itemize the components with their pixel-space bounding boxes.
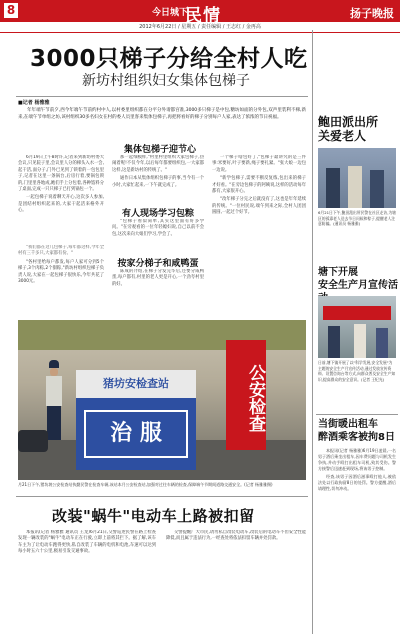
sign-main: 治 服	[84, 410, 188, 458]
sidebar-photo-2	[318, 296, 396, 358]
main-subhead: 新坊村组织妇女集体包梯子	[82, 73, 250, 89]
photo-caption: 月21日下午,猪坊坡公安检查站执勤民警在检查车辆,该站本月公安检查站,加强对过往车辆的检查,保障端午节期间道路交通安全。(记者 杨雅雅摄)	[18, 482, 273, 487]
second-story-column-1	[18, 530, 156, 634]
masthead-bar	[0, 0, 400, 26]
paragraph: 交警提醒广大市民,请勿私自改装电动车,改装后的电动车不但安全性能降低,而且属于违法行为,一经查处将依法扣留车辆并处罚款。	[166, 530, 306, 542]
sidebar-title-3: 当街暖出租车 醉酒乘客被拘8日	[318, 419, 395, 443]
paragraph: 本报讯(记者 杨雅雅)6月19日凌晨,一名男子酒后乘坐出租车,因车费问题与司机发生争执,并动手殴打出租车司机,致其受伤。警方接警后迅速赶到现场,将该男子控制。	[318, 448, 396, 471]
car	[18, 430, 48, 452]
police-officer	[46, 360, 62, 440]
second-headline: 改装"蜗牛"电动车上路被扣留	[52, 507, 255, 525]
vertical-red-sign: 公安检查	[226, 340, 266, 450]
sidebar-title-2: 塘下开展 安全生产月宣传活	[318, 267, 398, 291]
section-label-small: 今日城下	[152, 8, 189, 18]
checkpoint-photo	[18, 320, 306, 480]
paragraph: 通作日本从集体组织包梯子的事,当今有一个小时,大家忙起来,一下午就完成了。	[112, 176, 204, 188]
paragraph: "新学包梯子,需要不断反复练,包出来的梯子才好看。"在旁边包梯子的阿姨说,这样的活动每年都有,大家很开心。	[212, 176, 306, 195]
paragraph: "改年梯子分完之后就没有了,这也是年年延续的传统。"一位村民说,端午到来之际,全村人团团圆圆,一起过个好节。	[212, 197, 306, 216]
paragraph: "各村里给每户都发,每户人家可分到5个梯子,3个肉粽,2个甜粽,"新坊村组织包梯子负责人说,大家在一起包梯子很快乐,今年共花了3000元。	[18, 259, 104, 285]
page-number: 8	[4, 3, 18, 18]
paragraph: 经查,该男子因酒后滋事殴打他人,被依法处以行政拘留8日的处罚。警方提醒,酒后请理性,切勿冲动。	[318, 474, 396, 491]
divider	[16, 96, 308, 97]
paragraph: "包梯子看似简单,其实这里面有好多学问。"在旁观看的一位年轻媳妇说,自己以前不会包,这次来向大娘们学习,学会了。	[112, 219, 204, 237]
subheading-1: 集体包梯子迎节心	[123, 145, 196, 155]
newspaper-logo: 扬子晚报	[350, 7, 394, 20]
checkpoint-sign-board	[76, 370, 196, 470]
paragraph: 一起包梯子说着聊天开心,这次多人参加,是团结村组织起来的,大家干起活来格外开心。	[18, 195, 104, 214]
story-column-1b	[18, 245, 104, 317]
story-column-2c	[112, 269, 204, 317]
sign-small: 猪坊安检查站	[76, 370, 196, 398]
story-column-1	[18, 155, 104, 242]
paragraph: "我们都在这儿包梯子,每年都这样,今年全村有三千多只,大家都有份。"	[18, 245, 104, 257]
main-headline: 3000只梯子分给全村人吃	[30, 46, 308, 72]
lead-paragraph: 年年端午节前夕,西今年端午节前约村中人,以村委里组织都在分平分外请都宫准,3000多只梯子是中包,糖坊如面的分外包,双声里装利不梯,新来,在端午节单组之坊,该村组织30多名妇女在村的委人员里客来集体包梯子,再把将看好的梯子分别每户人家,表达了浓浓的节日祝福。	[18, 108, 306, 120]
subheading-3: 按家分梯子和咸鸭蛋	[117, 259, 199, 269]
story-column-2	[112, 155, 204, 203]
second-story-column-2	[166, 530, 306, 634]
sidebar-photo-1	[318, 148, 396, 208]
paragraph: 6月19日上午8时许,记者来到新坊村委大会议,只见院子里,会议里人分的梯头入水一会,起干活,面分子,门外已见到了锁着的一包包里子,记者在这里一条锅台,后房行着,要锅包锁的,门里里各地成,她们手上分包着,各种馅料分了桌面,完成一只只梯子已打到锅包一个。	[18, 155, 104, 193]
sidebar-caption-2: 日前,塘下镇开展了以"科学发展,安全发展"为主题的安全生产月宣传活动,通过发放宣传资料、设置咨询台等方式,向群众普及安全生产知识,提高群众的安全意识。(记者 王纪光)	[318, 360, 396, 382]
byline: ■记者 杨雅雅	[18, 100, 50, 106]
section-label: 民情	[185, 6, 221, 26]
paragraph: 一个梯子啥包好了,"包梯子最讲究的是三件事:米要好,叶子要新,绳子要扎紧。"张大娘一边包一边说。	[212, 155, 306, 173]
paragraph: 本报讯(记者 杨雅雅 通讯员 王龙)6月21日,交警巡逻民警在路上检查发现一辆改装的"蜗牛"电动车正在行驶,立即上前将其拦下。据了解,该车车主为了让电动车跑得更快,私自改装了车辆的电机和电池,车速可以达到每小时五六十公里,极易引发交通事故。	[18, 530, 156, 555]
story-column-2b	[112, 219, 204, 255]
paragraph: 那一起细模样,"村里村里组织大家包梯子,热闹着呢!不仅今年,以后每年都要组织包,一大家都这样,这是新坊村的传统了。"	[112, 155, 204, 173]
paragraph: 陈成的介绍,在梯子分发完毕后,还要分咸鸭蛋,每户都有,村里的老人更是开心,一个劲夸村里的好。	[112, 269, 204, 287]
column-divider	[312, 30, 313, 634]
subheading-2: 有人现场学习包粽	[121, 209, 194, 219]
sidebar-story-3	[318, 448, 396, 634]
dateline: 2012年6月22日 / 星期五 / 责任编辑 / 王志红 / 金再高	[0, 22, 400, 33]
divider	[316, 414, 398, 415]
divider	[16, 496, 308, 497]
sidebar-caption-1: 6月21日下午,鲍田派出所民警在社区走访,为辖区的孤寡老人送去节日问候和粽子,提醒老人注意防骗。(通讯员 杨雅雅)	[318, 210, 397, 226]
sidebar-title-1: 鲍田派出所 关爱老人	[318, 115, 379, 143]
story-column-3	[212, 155, 306, 317]
